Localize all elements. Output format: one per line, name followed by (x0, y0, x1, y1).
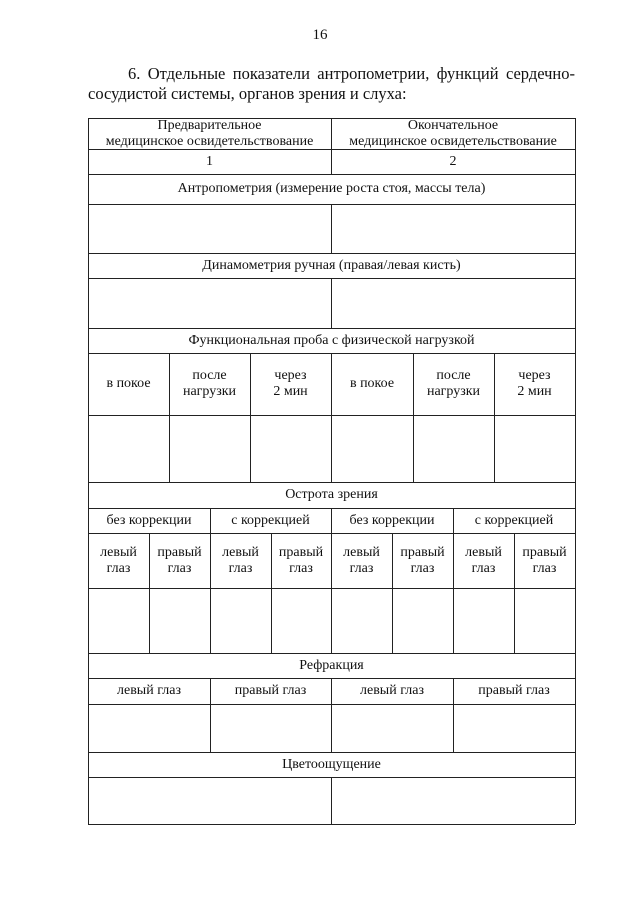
col-after-2min-line1: через (518, 368, 551, 383)
functional-test-value-cell[interactable] (250, 415, 331, 482)
col-after-2min (494, 353, 575, 415)
col-after-2min-line2: 2 мин (273, 384, 308, 399)
acuity-value-cell[interactable] (88, 588, 149, 653)
functional-test-value-cell[interactable] (169, 415, 250, 482)
section-heading: 6. Отдельные показатели антропометрии, функций сердечно-сосудистой системы, органов зрения и слуха: (88, 64, 575, 103)
col-after-load-line1: после (436, 368, 471, 383)
col-left-eye-line2: глаз (349, 560, 374, 576)
col-right-eye (149, 533, 210, 588)
refraction-value-cell[interactable] (88, 704, 210, 752)
col-after-2min-line1: через (274, 368, 307, 383)
functional-test-value-cell[interactable] (413, 415, 494, 482)
functional-test-value-cell[interactable] (494, 415, 575, 482)
table-line (88, 824, 575, 825)
col-left-eye-line2: глаз (106, 560, 131, 576)
column-header-final-line2: медицинское освидетельствование (349, 133, 557, 149)
col-refraction-left-eye: левый глаз (360, 683, 424, 698)
col-right-eye-line2: глаз (410, 560, 435, 576)
color-perception-final-cell[interactable] (331, 777, 575, 824)
col-right-eye-line1: правый (400, 544, 445, 560)
col-after-2min (250, 353, 331, 415)
col-at-rest: в покое (106, 376, 151, 391)
col-after-load-line2: нагрузки (426, 384, 481, 399)
col-right-eye-line1: правый (522, 544, 567, 560)
column-header-preliminary-line1: Предварительное (157, 117, 262, 133)
col-right-eye-line1: правый (278, 544, 324, 560)
column-header-final (331, 118, 575, 149)
functional-test-value-cell[interactable] (331, 415, 413, 482)
col-left-eye (453, 533, 514, 588)
col-left-eye-line2: глаз (228, 560, 253, 576)
column-header-preliminary-line2: медицинское освидетельствование (105, 133, 314, 149)
col-without-correction: без коррекции (106, 512, 192, 528)
page-number: 16 (312, 27, 328, 43)
column-number-1: 1 (206, 153, 213, 169)
refraction-value-cell[interactable] (453, 704, 575, 752)
col-refraction-right-eye: правый глаз (478, 683, 550, 698)
col-after-load-line2: нагрузки (182, 384, 237, 399)
col-left-eye-line1: левый (222, 544, 259, 560)
section-dynamometry: Динамометрия ручная (правая/левая кисть) (202, 257, 461, 273)
column-header-preliminary (88, 118, 331, 149)
section-anthropometry: Антропометрия (измерение роста стоя, массы тела) (177, 181, 486, 196)
color-perception-preliminary-cell[interactable] (88, 777, 331, 824)
acuity-value-cell[interactable] (453, 588, 514, 653)
acuity-value-cell[interactable] (331, 588, 392, 653)
col-without-correction: без коррекции (349, 512, 435, 528)
col-after-load-line1: после (192, 368, 227, 383)
acuity-value-cell[interactable] (271, 588, 331, 653)
col-left-eye-line1: левый (100, 544, 137, 560)
col-left-eye-line1: левый (465, 544, 502, 560)
acuity-value-cell[interactable] (149, 588, 210, 653)
col-refraction-right-eye: правый глаз (234, 683, 307, 698)
acuity-value-cell[interactable] (514, 588, 575, 653)
col-after-2min-line2: 2 мин (517, 384, 552, 399)
col-left-eye (331, 533, 392, 588)
refraction-value-cell[interactable] (210, 704, 331, 752)
column-header-final-line1: Окончательное (407, 117, 499, 133)
section-refraction: Рефракция (299, 657, 364, 673)
col-left-eye-line1: левый (343, 544, 380, 560)
section-color-perception: Цветоощущение (282, 756, 381, 772)
column-number-2: 2 (449, 153, 457, 169)
col-right-eye (271, 533, 331, 588)
col-after-load (169, 353, 250, 415)
anthropometry-preliminary-cell[interactable] (88, 204, 331, 253)
anthropometry-final-cell[interactable] (331, 204, 575, 253)
section-visual-acuity: Острота зрения (285, 487, 378, 502)
dynamometry-preliminary-cell[interactable] (88, 278, 331, 328)
dynamometry-final-cell[interactable] (331, 278, 575, 328)
col-after-load (413, 353, 494, 415)
acuity-value-cell[interactable] (210, 588, 271, 653)
table-line (575, 118, 576, 824)
col-left-eye (88, 533, 149, 588)
col-with-correction: с коррекцией (231, 512, 310, 528)
col-left-eye (210, 533, 271, 588)
col-refraction-left-eye: левый глаз (117, 683, 181, 698)
col-right-eye (514, 533, 575, 588)
col-at-rest: в покое (349, 376, 395, 391)
section-functional-test: Функциональная проба с физической нагрузкой (188, 332, 475, 348)
col-right-eye-line1: правый (157, 544, 202, 560)
col-with-correction: с коррекцией (474, 512, 554, 528)
acuity-value-cell[interactable] (392, 588, 453, 653)
refraction-value-cell[interactable] (331, 704, 453, 752)
col-right-eye-line2: глаз (289, 560, 313, 576)
col-right-eye (392, 533, 453, 588)
col-left-eye-line2: глаз (471, 560, 496, 576)
col-right-eye-line2: глаз (167, 560, 192, 576)
medical-indicators-table (88, 118, 575, 824)
functional-test-value-cell[interactable] (88, 415, 169, 482)
col-right-eye-line2: глаз (532, 560, 557, 576)
